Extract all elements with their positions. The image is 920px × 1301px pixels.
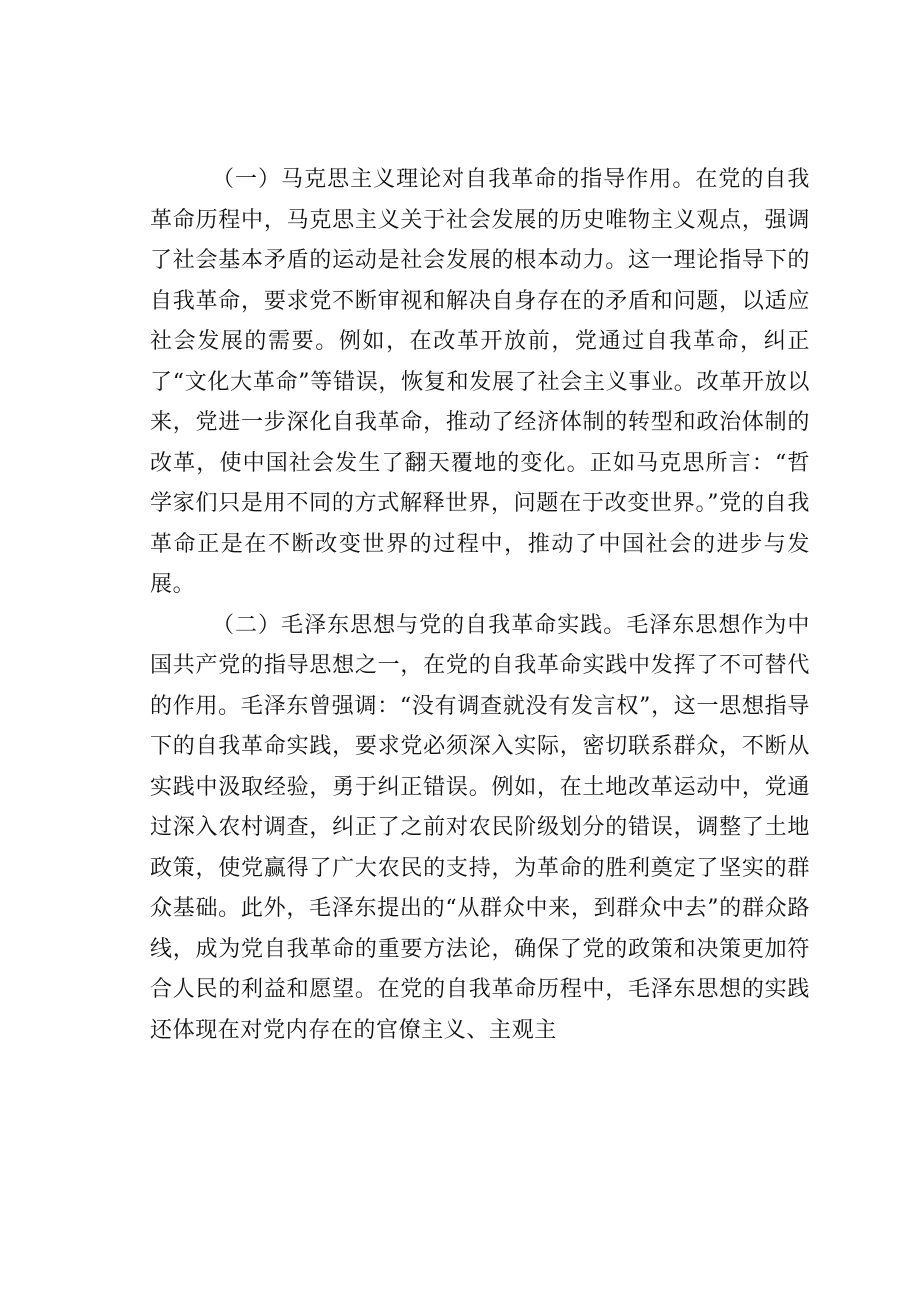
document-body <box>150 160 810 1051</box>
paragraph-section-1: （一）马克思主义理论对自我革命的指导作用。在党的自我革命历程中，马克思主义关于社会发展的历史唯物主义观点，强调了社会基本矛盾的运动是社会发展的根本动力。这一理论指导下的自我革命，要求党不断审视和解决自身存在的矛盾和问题，以适应社会发展的需要。例如，在改革开放前，党通过自我革命，纠正了“文化大革命”等错误，恢复和发展了社会主义事业。改革开放以来，党进一步深化自我革命，推动了经济体制的转型和政治体制的改革，使中国社会发生了翻天覆地的变化。正如马克思所言：“哲学家们只是用不同的方式解释世界，问题在于改变世界。”党的自我革命正是在不断改变世界的过程中，推动了中国社会的进步与发展。 <box>150 167 810 597</box>
paragraph-section-2: （二）毛泽东思想与党的自我革命实践。毛泽东思想作为中国共产党的指导思想之一，在党的自我革命实践中发挥了不可替代的作用。毛泽东曾强调：“没有调查就没有发言权”，这一思想指导下的自我革命实践，要求党必须深入实际，密切联系群众，不断从实践中汲取经验，勇于纠正错误。例如，在土地改革运动中，党通过深入农村调查，纠正了之前对农民阶级划分的错误，调整了土地政策，使党赢得了广大农民的支持，为革命的胜利奠定了坚实的群众基础。此外，毛泽东提出的“从群众中来，到群众中去”的群众路线，成为党自我革命的重要方法论，确保了党的政策和决策更加符合人民的利益和愿望。在党的自我革命历程中，毛泽东思想的实践还体现在对党内存在的官僚主义、主观主 <box>150 612 810 1043</box>
